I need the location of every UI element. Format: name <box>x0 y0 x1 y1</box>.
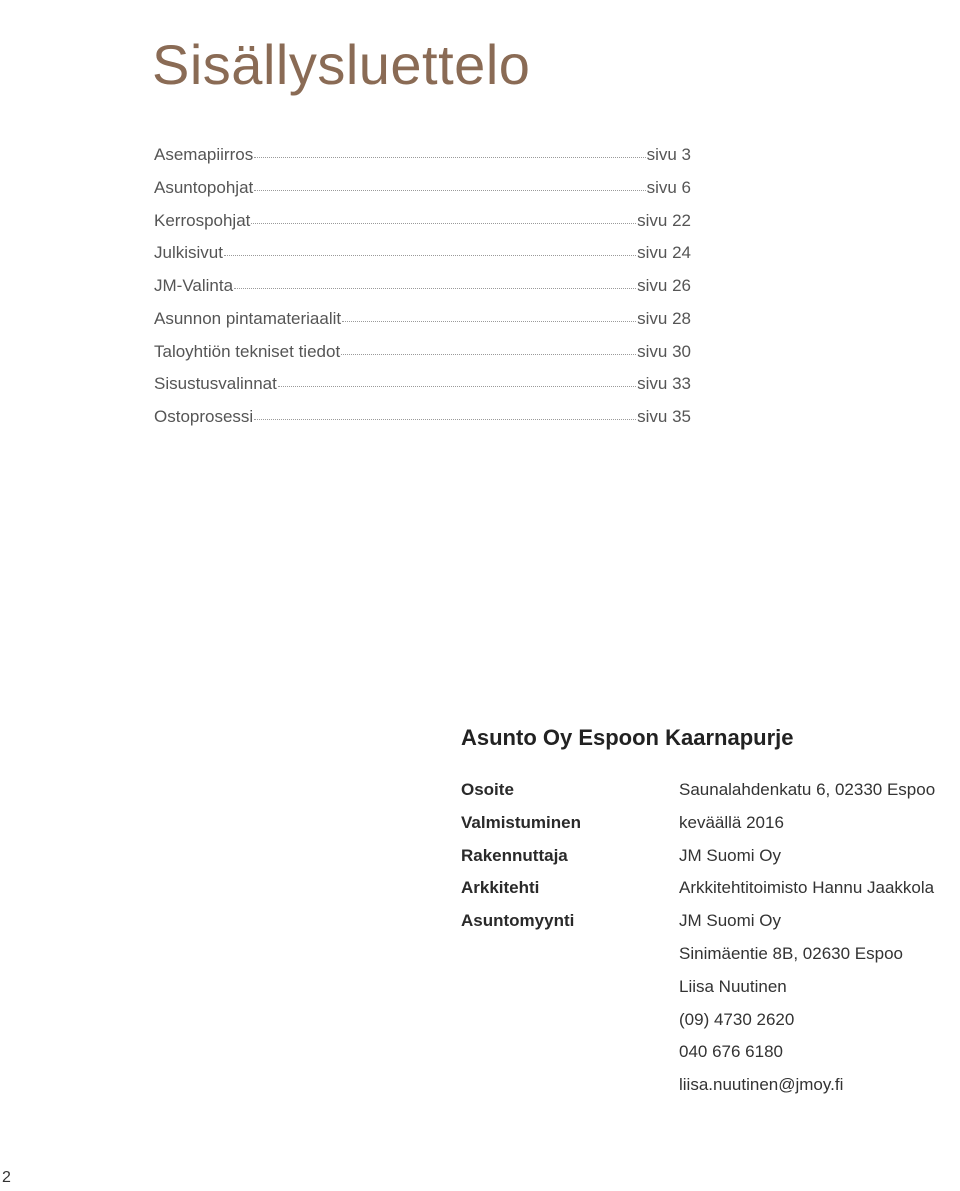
toc-page: sivu 22 <box>637 210 691 230</box>
info-row-osoite <box>461 774 956 807</box>
info-value-company: JM Suomi Oy <box>679 911 782 931</box>
info-values <box>679 807 784 840</box>
info-value-mobile[interactable]: 040 676 6180 <box>679 1042 783 1062</box>
property-info <box>461 722 956 1102</box>
info-values <box>679 872 934 905</box>
table-of-contents <box>154 145 691 440</box>
toc-page: sivu 26 <box>637 276 691 295</box>
toc-row[interactable] <box>154 211 691 244</box>
toc-leader-dots <box>254 157 645 158</box>
toc-leader-dots <box>234 288 636 289</box>
info-values <box>679 774 935 807</box>
toc-leader-dots <box>342 321 636 322</box>
toc-row[interactable] <box>154 342 691 375</box>
info-value-address: Sinimäentie 8B, 02630 Espoo <box>679 943 903 963</box>
info-value-contact-name: Liisa Nuutinen <box>679 976 787 996</box>
info-label: Rakennuttaja <box>461 845 568 865</box>
info-label: Asuntomyynti <box>461 911 575 931</box>
info-label: Valmistuminen <box>461 812 581 832</box>
toc-label: Asemapiirros <box>154 145 254 164</box>
info-value: keväällä 2016 <box>679 812 784 832</box>
toc-page: sivu 30 <box>637 341 691 361</box>
info-label: Arkkitehti <box>461 878 540 898</box>
toc-page: sivu 6 <box>646 177 691 197</box>
page-number: 2 <box>2 1169 11 1186</box>
toc-leader-dots <box>254 419 636 420</box>
toc-label: Ostoprosessi <box>154 407 254 426</box>
toc-page: sivu 33 <box>637 374 691 394</box>
info-value: JM Suomi Oy <box>679 845 782 865</box>
toc-row[interactable] <box>154 407 691 440</box>
toc-leader-dots <box>278 386 636 387</box>
info-value: Saunalahdenkatu 6, 02330 Espoo <box>679 780 936 799</box>
toc-leader-dots <box>254 190 645 191</box>
toc-label: JM-Valinta <box>154 276 234 295</box>
toc-leader-dots <box>341 354 636 355</box>
info-value-phone[interactable]: (09) 4730 2620 <box>679 1009 795 1029</box>
toc-row[interactable] <box>154 145 691 178</box>
info-value: Arkkitehtitoimisto Hannu Jaakkola <box>679 878 935 898</box>
page-title: Sisällysluettelo <box>152 32 531 96</box>
toc-label: Taloyhtiön tekniset tiedot <box>154 341 341 361</box>
toc-label: Julkisivut <box>154 243 223 263</box>
info-value-email[interactable]: liisa.nuutinen@jmoy.fi <box>679 1075 844 1095</box>
info-row-valmistuminen <box>461 807 956 840</box>
info-row-arkkitehti <box>461 872 956 905</box>
property-name: Asunto Oy Espoon Kaarnapurje <box>461 725 794 750</box>
toc-row[interactable] <box>154 309 691 342</box>
toc-page: sivu 35 <box>637 407 691 426</box>
toc-label: Asunnon pintamateriaalit <box>154 308 342 328</box>
toc-row[interactable] <box>154 178 691 211</box>
toc-page: sivu 3 <box>646 145 691 164</box>
toc-page: sivu 24 <box>637 243 691 263</box>
toc-label: Kerrospohjat <box>154 210 251 230</box>
toc-label: Asuntopohjat <box>154 177 254 197</box>
toc-leader-dots <box>224 255 636 256</box>
toc-row[interactable] <box>154 243 691 276</box>
toc-page: sivu 28 <box>637 308 691 328</box>
info-label: Osoite <box>461 780 514 799</box>
toc-row[interactable] <box>154 374 691 407</box>
toc-row[interactable] <box>154 276 691 309</box>
toc-leader-dots <box>251 223 636 224</box>
info-row-rakennuttaja <box>461 840 956 873</box>
toc-label: Sisustusvalinnat <box>154 374 277 394</box>
info-row-asuntomyynti <box>461 905 956 1102</box>
info-values <box>679 840 781 873</box>
info-values <box>679 905 903 1102</box>
